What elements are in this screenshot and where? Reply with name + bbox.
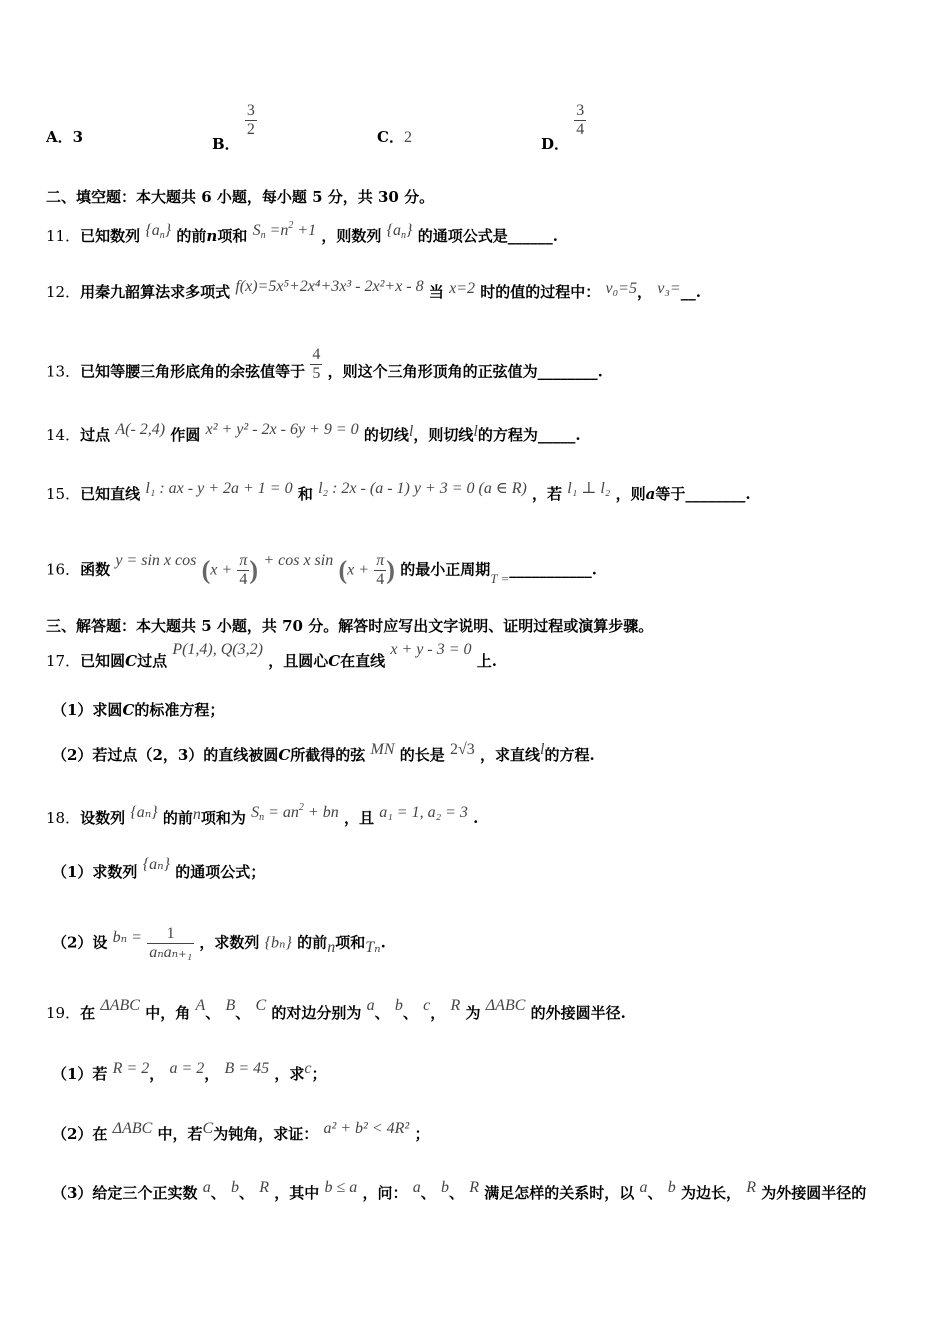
question-17: 17．已知圆C过点 P(1,4), Q(3,2) ，且圆心C在直线 x + y - 3 = 0 上. (46, 641, 497, 670)
question-14: 14．过点 A(- 2,4) 作圆 x² + y² - 2x - 6y + 9 = 0 的切线l，则切线l的方程为_____. (46, 421, 581, 444)
question-15: 15．已知直线 l₁ : ax - y + 2a + 1 = 0 和 l₂ : 2x - (a - 1) y + 3 = 0 (a ∈ R) ，若 l₁ ⊥ l₂ ，则a等于________. (46, 480, 751, 503)
question-17-part-2: （2）若过点（2，3）的直线被圆C所截得的弦 MN 的长是 2√3 ，求直线l的方程. (52, 741, 595, 764)
question-18: 18．设数列 {aₙ} 的前n项和为 $S_n = an^2$ + bn ，且 a₁ = 1, a₂ = 3 . (46, 802, 479, 827)
option-d: D． $\frac{3}{4}$ (541, 102, 585, 153)
option-b: B． $\frac{3}{2}$ (212, 102, 255, 153)
section-2-heading: 二、填空题：本大题共 6 小题，每小题 5 分，共 30 分。 (46, 188, 435, 206)
question-19-part-3: （3）给定三个正实数 a、 b、 R ，其中 b ≤ a ，问： a、 b、 R 满足怎样的关系时，以 a、 b 为边长， R 为外接圆半径的 (52, 1179, 867, 1202)
question-12: 12．用秦九韶算法求多项式 f(x)=5x⁵+2x⁴+3x³ - 2x²+x - 8 当 x=2 时的值的过程中： v₀=5， v₃=__. (46, 278, 701, 301)
question-18-part-2: （2）设 bₙ = $\frac{1}{\text{aₙaₙ₊₁}}$ ，求数列 {bₙ} 的前n项和Tₙ. (52, 925, 386, 961)
question-19: 19．在 ΔABC 中，角 A、 B、 C 的对边分别为 a、 b、 c， R 为 ΔABC 的外接圆半径. (46, 997, 626, 1022)
question-19-part-1: （1）若 R = 2， a = 2， B = 45 ，求c； (52, 1060, 327, 1083)
question-17-part-1: （1）求圆C的标准方程； (52, 701, 225, 719)
question-13: 13．已知等腰三角形底角的余弦值等于 $\frac{4}{5}$ ，则这个三角形顶角的正弦值为________. (46, 346, 603, 382)
section-3-heading: 三、解答题：本大题共 5 小题，共 70 分。解答时应写出文字说明、证明过程或演算步骤。 (46, 617, 654, 635)
question-16: 16．函数 y = sin x cos (x + $\frac{\pi}{4}$ ) + cos x sin (x + $\frac{\pi}{4}$ ) 的最小正周期T =___________. (46, 551, 597, 588)
question-18-part-1: （1）求数列 {aₙ} 的通项公式； (52, 856, 266, 881)
option-a: A．3 (46, 128, 84, 146)
question-19-part-2: （2）在 ΔABC 中，若C为钝角，求证： a² + b² < 4R² ； (52, 1120, 430, 1143)
option-c: C．2 (377, 128, 412, 146)
question-11: 11．已知数列 $\{a_n\}$ 的前n项和 $S_n =n^2 +1$ ，则数列 $\{a_n\}$ 的通项公式是______. (46, 220, 558, 245)
